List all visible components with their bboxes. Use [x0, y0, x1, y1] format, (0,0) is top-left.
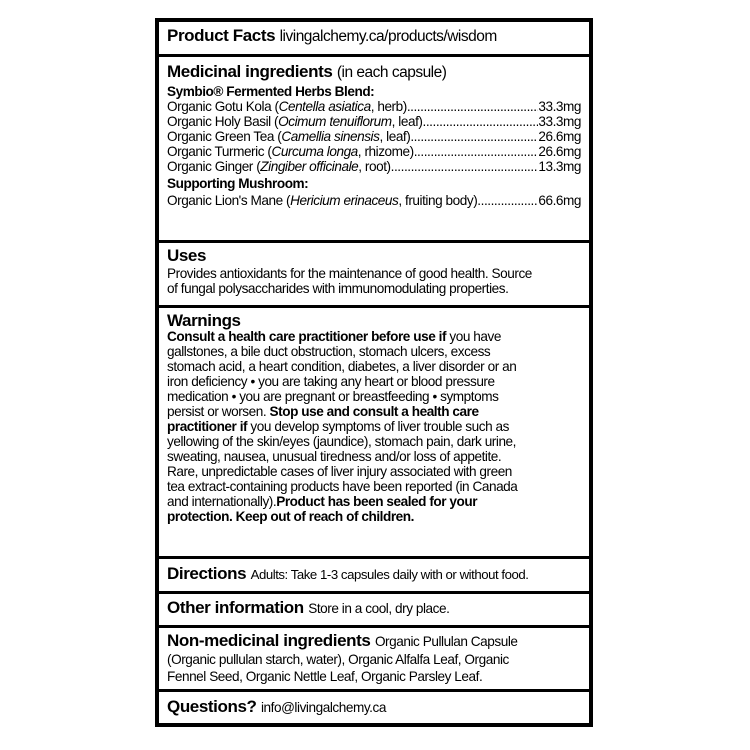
- ingredient-name: Organic Lion's Mane (: [167, 193, 291, 208]
- ingredient-part: , herb): [370, 99, 407, 114]
- warnings-heading: Warnings: [167, 311, 241, 330]
- warning-emphasis: Stop use and consult a health care: [269, 404, 479, 419]
- medicinal-heading: Medicinal ingredients: [167, 62, 333, 81]
- ingredient-amount: 26.6mg: [538, 129, 581, 144]
- ingredient-amount: 66.6mg: [538, 193, 581, 208]
- ingredient-amount: 13.3mg: [538, 159, 581, 174]
- leader-dots: [477, 193, 538, 208]
- warning-text: gallstones, a bile duct obstruction, stomach ulcers, excess: [167, 344, 491, 359]
- divider: [159, 625, 589, 628]
- directions-heading: Directions: [167, 564, 247, 583]
- ingredient-latin: Camellia sinensis: [281, 129, 380, 144]
- ingredient-name: Organic Green Tea (: [167, 129, 282, 144]
- ingredient-name: Organic Gotu Kola (: [167, 99, 279, 114]
- ingredient-name: Organic Turmeric (: [167, 144, 272, 159]
- ingredient-list: [167, 99, 581, 174]
- divider: [159, 54, 589, 57]
- warnings-section: [167, 312, 581, 524]
- medicinal-ingredients-section: [167, 62, 581, 208]
- divider: [159, 305, 589, 308]
- divider: [159, 556, 589, 559]
- medicinal-qualifier: (in each capsule): [336, 64, 447, 81]
- ingredient-amount: 33.3mg: [538, 99, 581, 114]
- ingredient-latin: Zingiber officinale: [260, 159, 359, 174]
- ingredient-part: , leaf): [391, 114, 423, 129]
- warning-text: tea extract-containing products have been reported (in Canada: [167, 479, 518, 494]
- ingredient-latin: Ocimum tenuiflorum: [278, 114, 392, 129]
- directions-text: Adults: Take 1-3 capsules daily with or without food.: [250, 567, 529, 582]
- ingredient-part: , root): [358, 159, 391, 174]
- warning-text: and internationally).: [167, 494, 277, 509]
- ingredient-row: [167, 193, 581, 208]
- other-info-text: Store in a cool, dry place.: [308, 601, 450, 616]
- leader-dots: [410, 129, 538, 144]
- product-facts-heading: Product Facts: [167, 26, 276, 45]
- uses-heading: Uses: [167, 246, 207, 265]
- other-information-section: [167, 598, 581, 618]
- non-medicinal-text: (Organic pullulan starch, water), Organic Alfalfa Leaf, Organic: [167, 652, 509, 667]
- product-url: livingalchemy.ca/products/wisdom: [279, 28, 497, 45]
- questions-heading: Questions?: [167, 697, 257, 716]
- divider: [159, 591, 589, 594]
- mushroom-heading: Supporting Mushroom:: [167, 176, 309, 191]
- ingredient-row: [167, 159, 581, 174]
- blend-heading: Symbio® Fermented Herbs Blend:: [167, 84, 375, 99]
- warning-text: Rare, unpredictable cases of liver injury associated with green: [167, 464, 512, 479]
- divider: [159, 689, 589, 692]
- ingredient-amount: 26.6mg: [538, 144, 581, 159]
- non-medicinal-section: [167, 632, 581, 685]
- ingredient-row: [167, 114, 581, 129]
- ingredient-name: Organic Holy Basil (: [167, 114, 279, 129]
- uses-section: [167, 246, 581, 296]
- ingredient-latin: Centella asiatica: [278, 99, 371, 114]
- leader-dots: [391, 159, 539, 174]
- ingredient-row: [167, 144, 581, 159]
- ingredient-latin: Curcuma longa: [271, 144, 358, 159]
- warning-emphasis: practitioner if: [167, 419, 248, 434]
- warning-text: stomach acid, a heart condition, diabetes, a liver disorder or an: [167, 359, 517, 374]
- ingredient-part: , rhizome): [357, 144, 414, 159]
- directions-section: [167, 564, 581, 584]
- contact-email: info@livingalchemy.ca: [260, 700, 386, 715]
- ingredient-latin: Hericium erinaceus: [290, 193, 399, 208]
- warning-text: yellowing of the skin/eyes (jaundice), stomach pain, dark urine,: [167, 434, 516, 449]
- other-info-heading: Other information: [167, 598, 304, 617]
- uses-text-line: Provides antioxidants for the maintenance of good health. Source: [167, 266, 532, 281]
- leader-dots: [414, 144, 539, 159]
- warning-text: medication • you are pregnant or breastfeeding • symptoms: [167, 389, 499, 404]
- warning-emphasis: Consult a health care practitioner before use if: [167, 329, 447, 344]
- warning-emphasis: protection. Keep out of reach of children.: [167, 509, 414, 524]
- questions-section: [167, 697, 581, 717]
- warning-text: iron deficiency • you are taking any heart or blood pressure: [167, 374, 495, 389]
- ingredient-amount: 33.3mg: [538, 114, 581, 129]
- divider: [159, 240, 589, 243]
- product-facts-header: [167, 26, 581, 46]
- leader-dots: [423, 114, 539, 129]
- ingredient-row: [167, 99, 581, 114]
- ingredient-part: , fruiting body): [398, 193, 478, 208]
- leader-dots: [407, 99, 539, 114]
- ingredient-part: , leaf): [379, 129, 411, 144]
- non-medicinal-text: Fennel Seed, Organic Nettle Leaf, Organic Parsley Leaf.: [167, 669, 483, 684]
- ingredient-name: Organic Ginger (: [167, 159, 261, 174]
- warning-emphasis: Product has been sealed for your: [276, 494, 478, 509]
- product-facts-label: [155, 18, 593, 727]
- warning-text: you have: [446, 329, 501, 344]
- non-medicinal-heading: Non-medicinal ingredients: [167, 631, 371, 650]
- warning-text: you develop symptoms of liver trouble such as: [247, 419, 509, 434]
- non-medicinal-text: Organic Pullulan Capsule: [374, 634, 518, 649]
- warning-text: persist or worsen.: [167, 404, 270, 419]
- uses-text-line: of fungal polysaccharides with immunomodulating properties.: [167, 281, 509, 296]
- warning-text: sweating, nausea, unusual tiredness and/or loss of appetite.: [167, 449, 502, 464]
- ingredient-row: [167, 129, 581, 144]
